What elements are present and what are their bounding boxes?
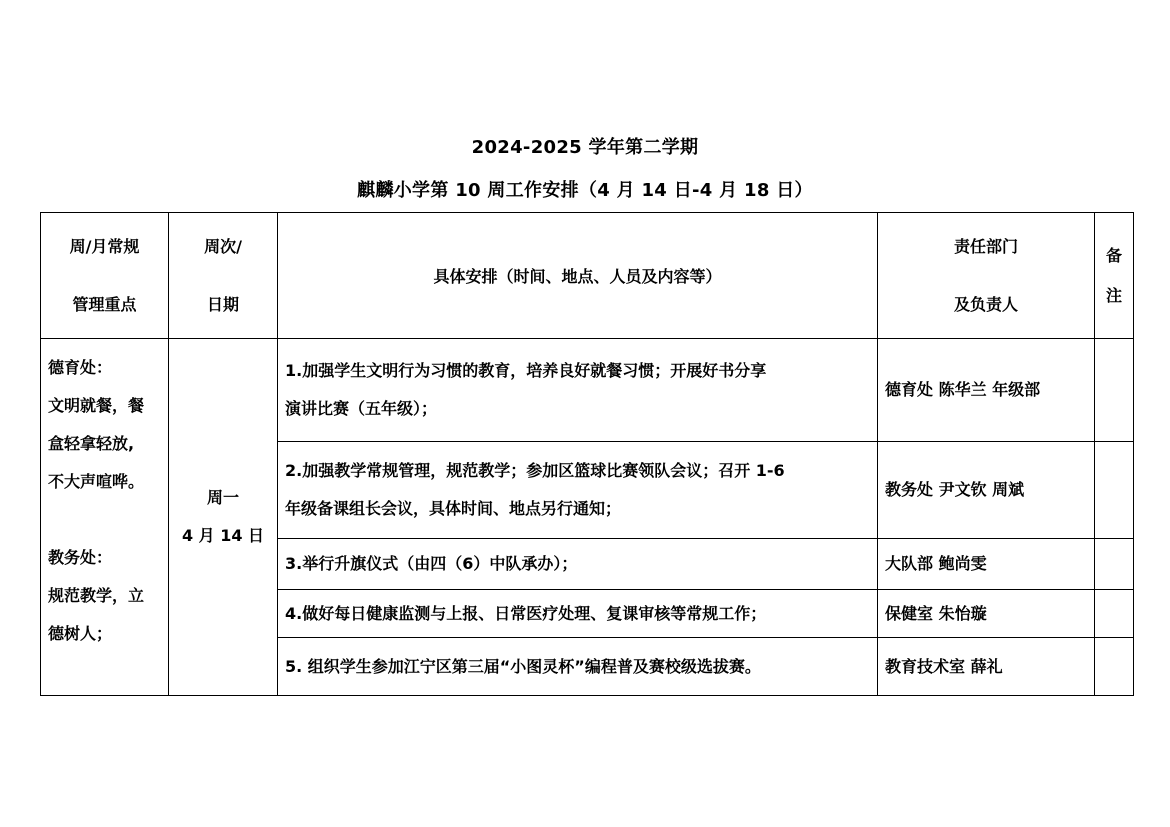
header-note-line2: 注 [1105, 285, 1122, 305]
dept-cell: 保健室 朱怡璇 [878, 590, 1095, 638]
schedule-table [40, 212, 1134, 696]
note-cell [1095, 442, 1134, 539]
dept-cell: 教务处 尹文钦 周斌 [878, 442, 1095, 539]
management-focus-cell [41, 339, 169, 696]
note-cell [1095, 339, 1134, 442]
header-week [169, 213, 278, 339]
header-focus [41, 213, 169, 339]
header-dept [878, 213, 1095, 339]
header-focus-line1: 周/月常规 [69, 236, 140, 256]
header-note [1095, 213, 1134, 339]
task-text: 演讲比赛（五年级）； [285, 399, 438, 418]
task-cell [278, 442, 878, 539]
document-subtitle: 麒麟小学第 10 周工作安排（4 月 14 日-4 月 18 日） [357, 180, 813, 201]
focus-line: 德育处： [48, 358, 113, 377]
focus-line: 文明就餐，餐 [48, 396, 145, 415]
task-cell [278, 638, 878, 696]
weekday: 周一 [206, 488, 239, 507]
table-row [41, 339, 1134, 442]
task-text: 5. 组织学生参加江宁区第三届“小图灵杯”编程普及赛校级选拔赛。 [285, 656, 761, 676]
task-text: 2.加强教学常规管理，规范教学；参加区篮球比赛领队会议；召开 1-6 [285, 461, 785, 480]
header-dept-line1: 责任部门 [953, 236, 1018, 256]
header-note-line1: 备 [1105, 245, 1122, 265]
task-cell [278, 590, 878, 638]
header-week-line2: 日期 [206, 294, 239, 314]
task-text: 3.举行升旗仪式（由四（6）中队承办）； [285, 554, 578, 573]
focus-line: 不大声喧哗。 [48, 472, 145, 491]
header-row [41, 213, 1134, 339]
header-focus-line2: 管理重点 [72, 294, 137, 314]
focus-line: 德树人； [48, 624, 113, 643]
task-text: 1.加强学生文明行为习惯的教育，培养良好就餐习惯；开展好书分享 [285, 361, 767, 380]
task-text: 4.做好每日健康监测与上报、日常医疗处理、复课审核等常规工作； [285, 603, 767, 623]
document-title: 2024-2025 学年第二学期 [471, 137, 699, 158]
header-dept-line2: 及负责人 [953, 294, 1018, 314]
note-cell [1095, 638, 1134, 696]
date-cell [169, 339, 278, 696]
task-text: 年级备课组长会议，具体时间、地点另行通知； [285, 499, 622, 518]
focus-line: 教务处： [48, 548, 113, 567]
dept-cell: 大队部 鲍尚雯 [878, 539, 1095, 590]
focus-line: 盒轻拿轻放, [48, 434, 135, 453]
focus-line: 规范教学，立 [48, 586, 145, 605]
header-content: 具体安排（时间、地点、人员及内容等） [278, 213, 878, 339]
note-cell [1095, 539, 1134, 590]
dept-cell: 教育技术室 薛礼 [878, 638, 1095, 696]
dept-cell: 德育处 陈华兰 年级部 [878, 339, 1095, 442]
task-cell [278, 339, 878, 442]
header-week-line1: 周次/ [204, 236, 242, 256]
date: 4 月 14 日 [181, 526, 265, 545]
note-cell [1095, 590, 1134, 638]
task-cell [278, 539, 878, 590]
